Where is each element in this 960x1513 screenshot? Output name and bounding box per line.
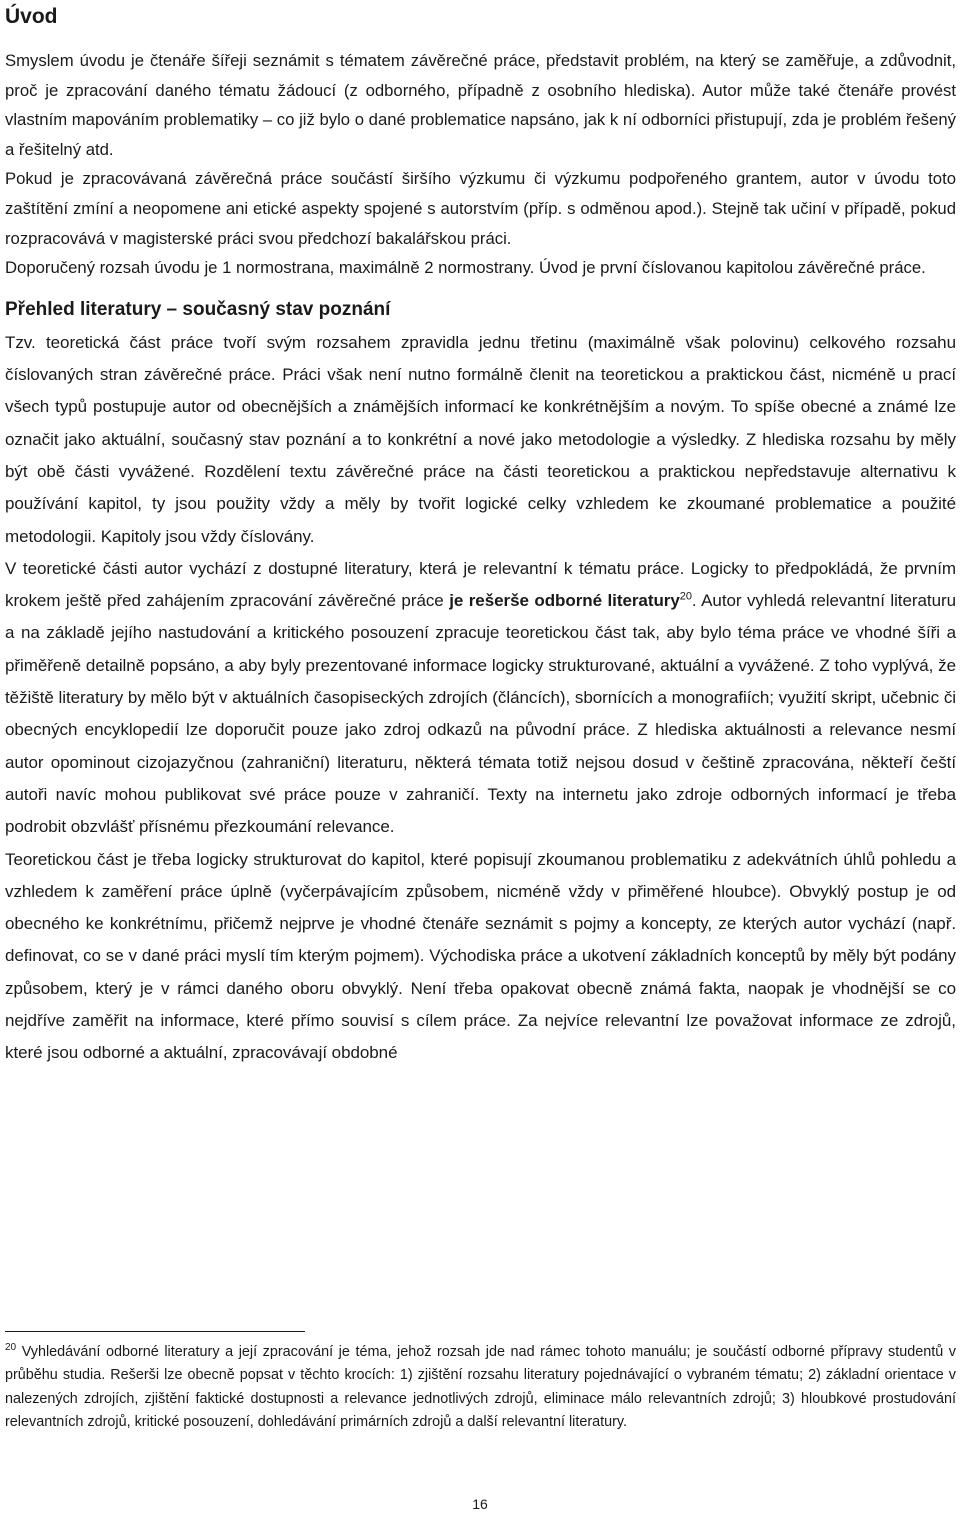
intro-paragraph-3: Doporučený rozsah úvodu je 1 normostrana, maximálně 2 normostrany. Úvod je první číslovanou kapitolou závěrečné práce. (5, 258, 926, 278)
literature-paragraph-2 (5, 553, 956, 844)
footnote-20 (5, 1341, 956, 1435)
footnote-separator (5, 1331, 305, 1332)
literature-paragraph-1: Tzv. teoretická část práce tvoří svým rozsahem zpravidla jednu třetinu (maximálně však polovinu) celkového rozsahu číslovaných stran závěrečné práce. Práci však není nutno formálně členit na teoretickou a praktickou část, nicméně u prací všech typů postupuje autor od obecnějších a známějších informací ke konkrétnějším a novým. To spíše obecné a známé lze označit jako aktuální, současný stav poznání a to konkrétní a nové jako metodologie a výsledky. Z hlediska rozsahu by měly být obě části vyvážené. Rozdělení textu závěrečné práce na části teoretickou a praktickou nepředstavuje alternativu k používání kapitol, ty jsou použity vždy a měly by tvořit logické celky vzhledem ke zkoumané problematice a použité metodologii. Kapitoly jsou vždy číslovány. (5, 332, 956, 546)
page-number: 16 (472, 1496, 488, 1512)
literature-paragraph-3: Teoretickou část je třeba logicky strukturovat do kapitol, které popisují zkoumanou problematiku z adekvátních úhlů pohledu a vzhledem k zaměření práce úplně (vyčerpávajícím způsobem, nicméně vždy v přiměřené hloubce). Obvyklý postup je od obecného ke konkrétnímu, přičemž nejprve je vhodné čtenáře seznámit s pojmy a koncepty, ze kterých autor vychází (např. definovat, co se v dané práci myslí tím kterým pojmem). Východiska práce a ukotvení základních konceptů by měly být podány způsobem, který je v rámci daného oboru obvyklý. Není třeba opakovat obecně známá fakta, naopak je vhodnější se co nejdříve zaměřit na informace, které přímo souvisí s cílem práce. Za nejvíce relevantní lze považovat informace ze zdrojů, které jsou odborné a aktuální, zpracovávají obdobné (5, 849, 956, 1063)
section-literature-body (5, 327, 956, 1070)
literature-search-emphasis: je rešerše odborné literatury (449, 591, 680, 611)
footnotes (5, 1331, 956, 1435)
footnote-number: 20 (5, 1342, 17, 1354)
literature-paragraph-2-lead: V teoretické části autor vychází z dostupné literatury, která je relevantní k tématu práce. Logicky to předpokládá, že prvním krokem ještě před zahájením zpracování závěrečné práce (5, 558, 956, 611)
footnote-text: Vyhledávání odborné literatury a její zpracování je téma, jehož rozsah jde nad rámec tohoto manuálu; je součástí odborné přípravy studentů v průběhu studia. Rešerši lze obecně popsat v těchto krocích: 1) zjištění rozsahu literatury pojednávající o vybraném tématu; 2) základní orientace v nalezených zdrojích, zjištění faktické dostupnosti a relevance jednotlivých zdrojů, eliminace málo relevantních zdrojů; 3) hloubkové prostudování relevantních zdrojů, kritické posouzení, dohledávání primárních zdrojů a další relevantní literatury. (5, 1344, 956, 1431)
intro-paragraph-1: Smyslem úvodu je čtenáře šířeji seznámit s tématem závěrečné práce, představit problém, na který se zaměřuje, a zdůvodnit, proč je zpracování daného tématu žádoucí (z odborného, případně z osobního hlediska). Autor může také čtenáře provést vlastním mapováním problematiky – co již bylo o dané problematice napsáno, jak k ní odborníci přistupují, zda je problém řešený a řešitelný atd. (5, 51, 956, 159)
section-heading-literature: Přehled literatury – současný stav poznání (5, 298, 391, 320)
section-intro-body (5, 46, 956, 283)
footnote-reference[interactable]: 20 (679, 590, 692, 603)
intro-paragraph-2: Pokud je zpracovávaná závěrečná práce součástí širšího výzkumu či výzkumu podpořeného grantem, autor v úvodu toto zaštítění zmíní a neopomene ani etické aspekty spojené s autorstvím (příp. s odměnou apod.). Stejně tak učiní v případě, pokud rozpracovává v magisterské práci svou předchozí bakalářskou práci. (5, 169, 956, 248)
section-heading-intro: Úvod (5, 5, 58, 28)
literature-paragraph-2-rest: . Autor vyhledá relevantní literaturu a na základě jejího nastudování a kritického posouzení zpracuje teoretickou část tak, aby bylo téma práce ve vhodné šíři a přiměřeně detailně popsáno, a aby byly prezentované informace logicky strukturované, aktuální a vyvážené. Z toho vyplývá, že těžiště literatury by mělo být v aktuálních časopiseckých zdrojích (článcích), sbornících a monografiích; využití skript, učebnic či obecných encyklopedií lze doporučit pouze jako zdroj odkazů na původní práce. Z hlediska aktuálnosti a relevance nesmí autor opominout cizojazyčnou (zahraniční) literaturu, některá témata totiž nejsou dosud v češtině zpracována, někteří čeští autoři navíc mohou publikovat své práce pouze v zahraničí. Texty na internetu jako zdroje odborných informací je třeba podrobit obzvlášť přísnému přezkoumání relevance. (5, 591, 956, 837)
